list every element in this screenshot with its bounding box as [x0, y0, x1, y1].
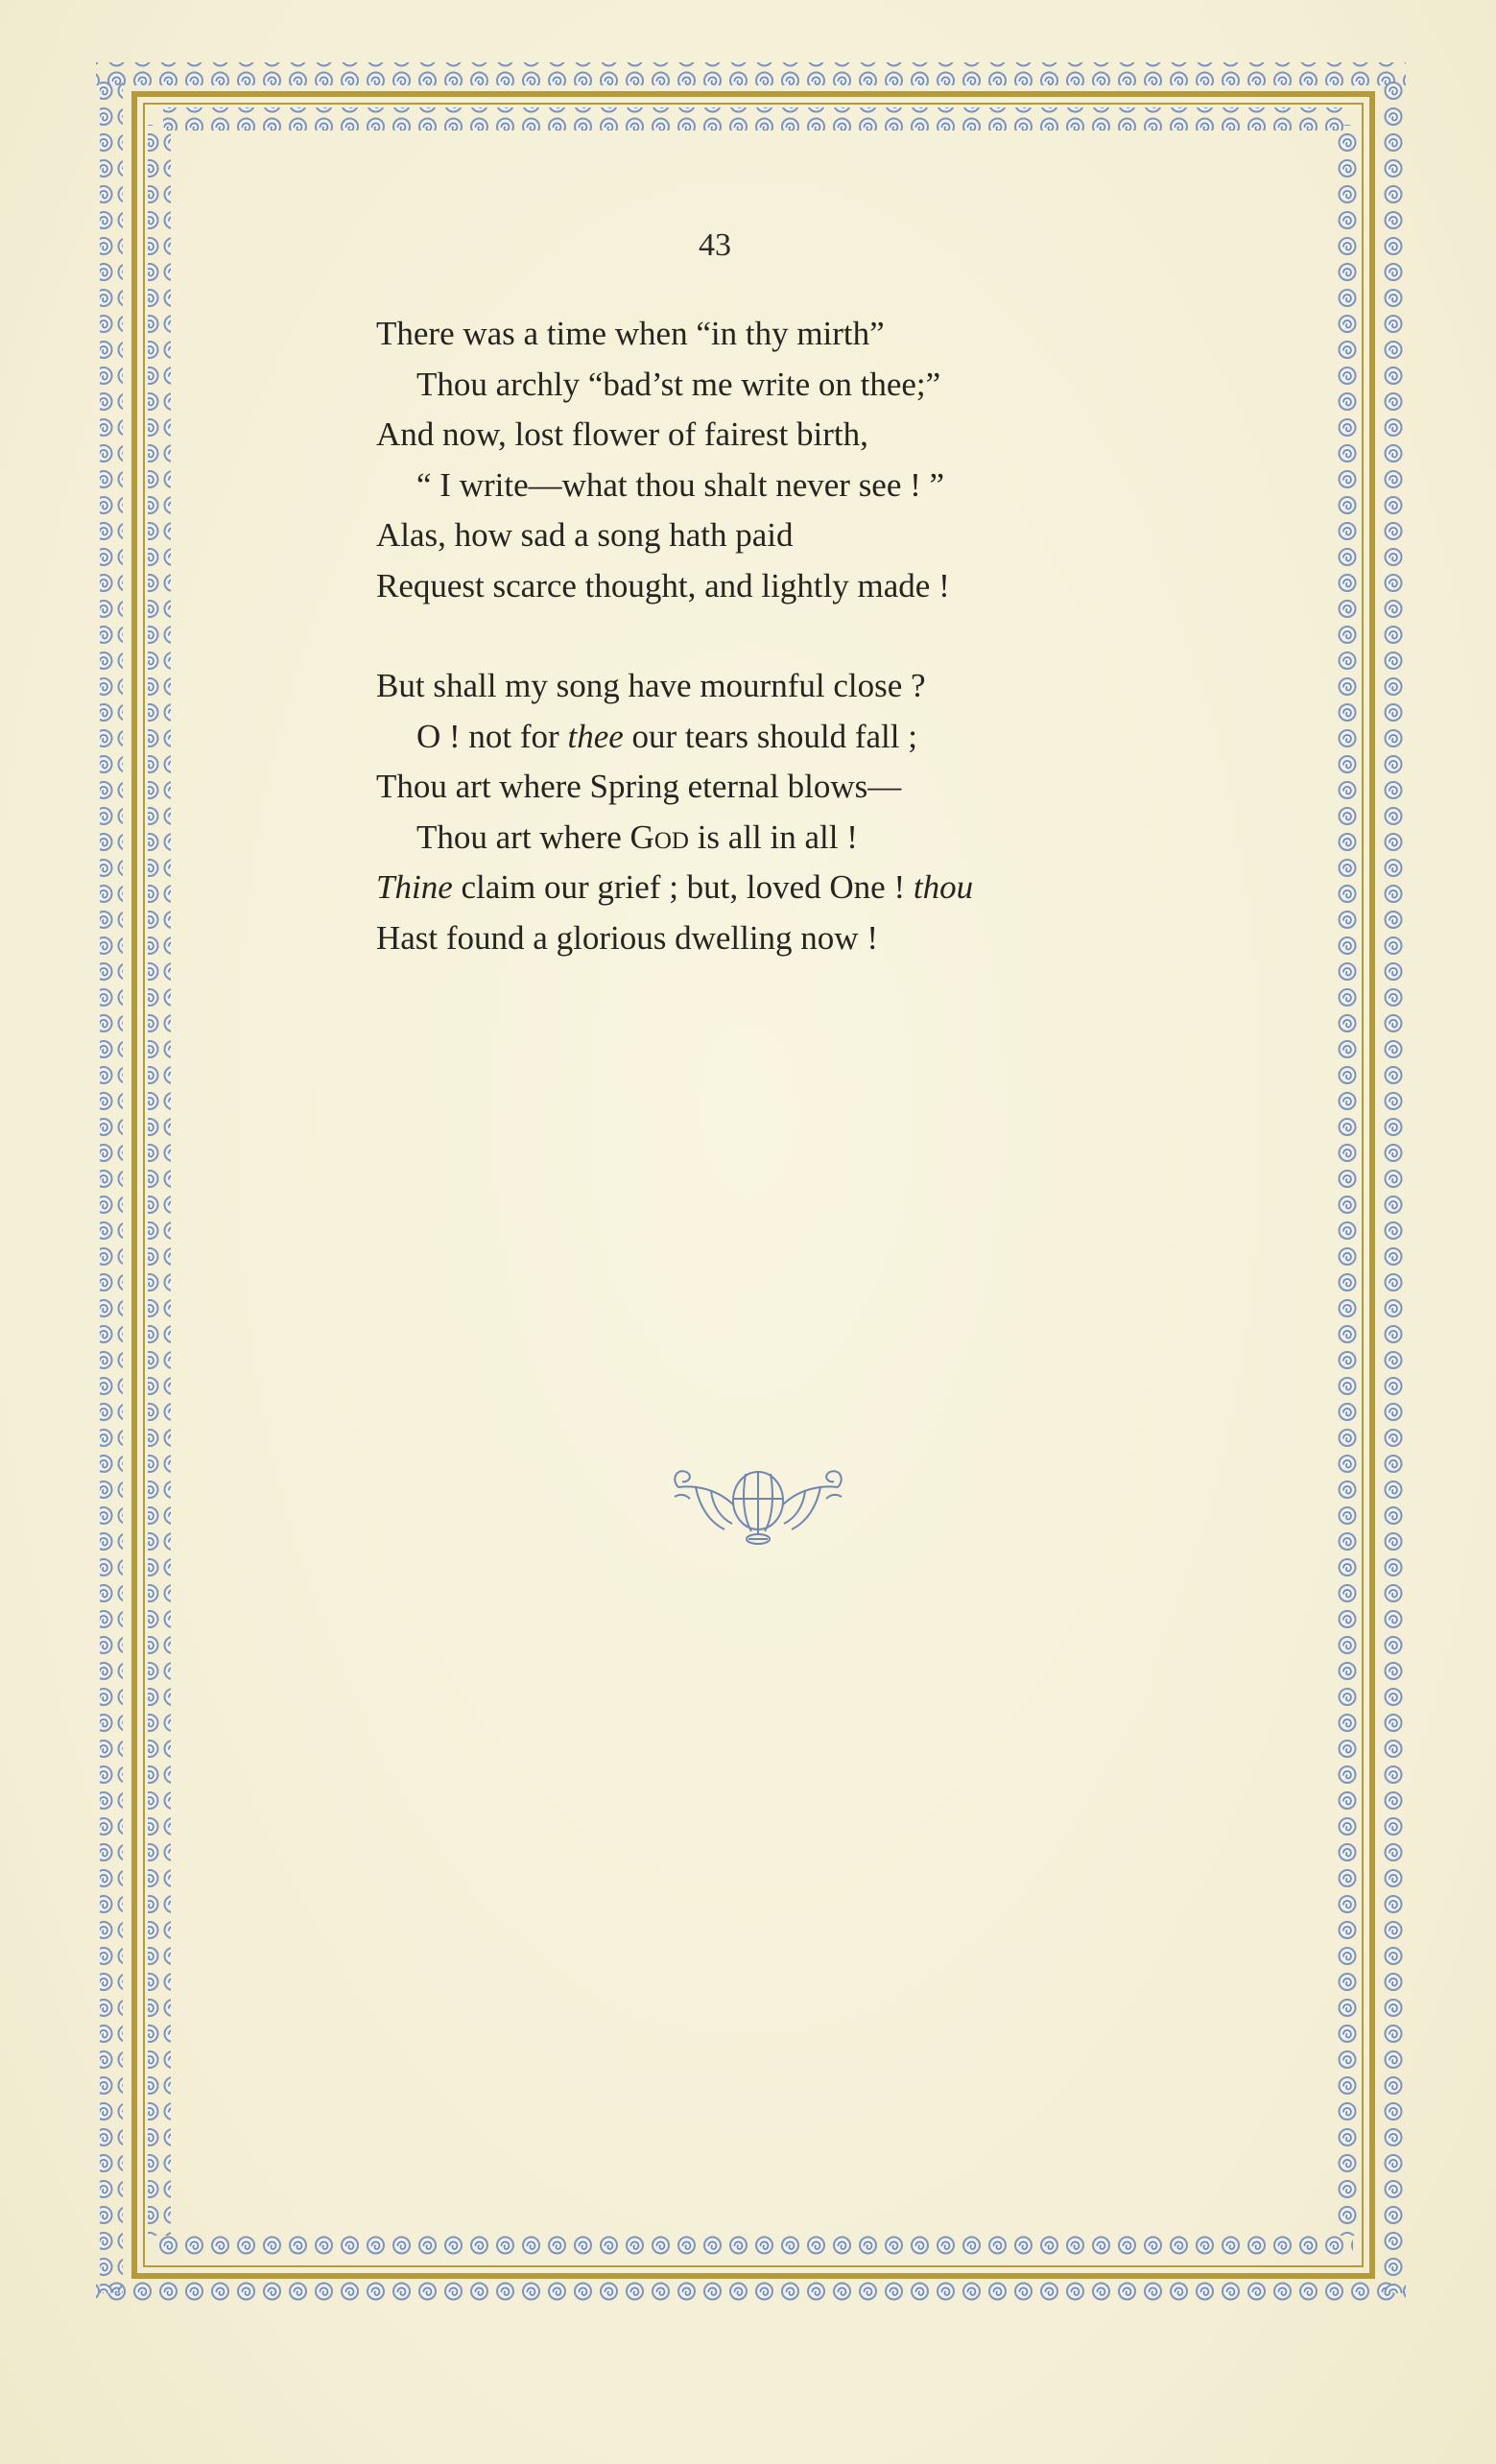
poem-line: Alas, how sad a song hath paid	[376, 516, 794, 554]
line-text: Thou art where	[416, 817, 630, 856]
page-number: 43	[699, 227, 731, 263]
poem-line	[376, 863, 1144, 913]
line-text: our tears should fall ;	[623, 717, 917, 755]
italic-word: thou	[913, 868, 974, 906]
italic-word: thee	[567, 717, 624, 755]
poem-line	[376, 813, 1144, 864]
poem-line: Hast found a glorious dwelling now !	[376, 918, 878, 957]
stanza-2	[376, 661, 1144, 963]
line-text: claim our grief ; but, loved One !	[452, 868, 914, 906]
poem-line: Thou archly “bad’st me write on thee;”	[416, 365, 941, 403]
poem-line: “ I write—what thou shalt never see ! ”	[416, 465, 945, 504]
poem-line: But shall my song have mournful close ?	[376, 667, 926, 704]
poem-line: And now, lost flower of fairest birth,	[376, 415, 868, 453]
line-text: is all in all !	[688, 817, 858, 856]
line-text: O ! not for	[416, 717, 568, 755]
small-caps-word: God	[629, 817, 689, 856]
poem-line: There was a time when “in thy mirth”	[376, 315, 885, 352]
italic-word: Thine	[376, 868, 453, 906]
stanza-1	[376, 309, 1144, 611]
poem-line	[376, 712, 1144, 763]
poem	[376, 309, 1144, 1013]
floral-tailpiece-icon	[667, 1458, 849, 1554]
poem-line: Thou art where Spring eternal blows—	[376, 768, 902, 805]
poem-line: Request scarce thought, and lightly made !	[376, 566, 950, 604]
